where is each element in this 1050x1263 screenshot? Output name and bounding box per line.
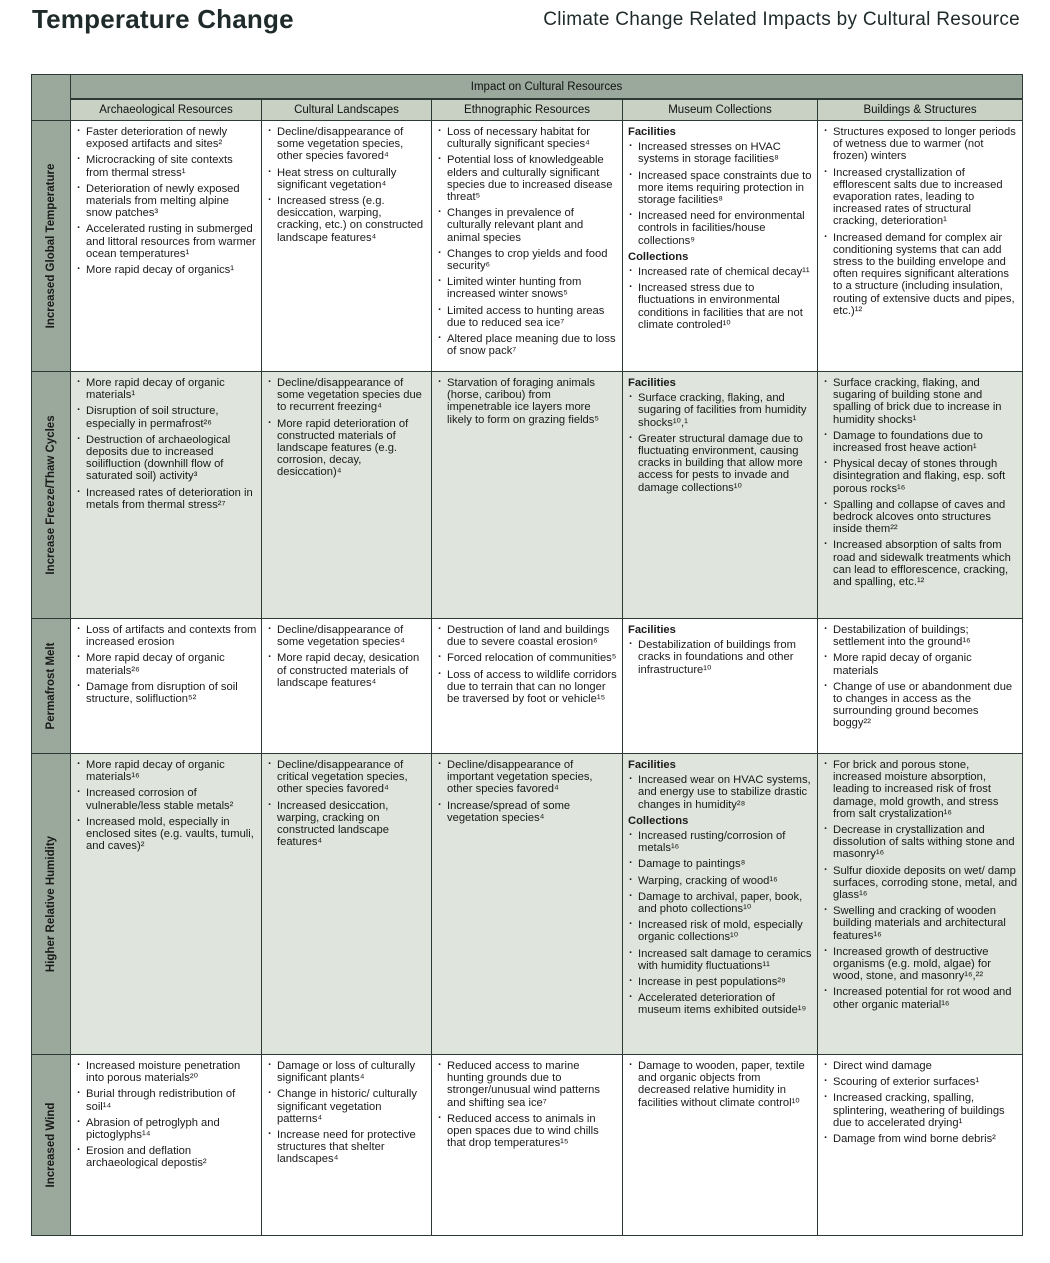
cell-archaeological bbox=[71, 372, 262, 619]
row-label: Permafrost Melt bbox=[45, 642, 57, 730]
cell-landscapes bbox=[262, 754, 432, 1055]
impact-item: · Increased rusting/corrosion of metals¹⁶ bbox=[628, 830, 813, 854]
impact-item: · Warping, cracking of wood¹⁶ bbox=[628, 875, 813, 887]
impact-list bbox=[628, 639, 813, 676]
impact-item: · Loss of artifacts and contexts from increased erosion bbox=[76, 624, 257, 648]
group-heading: Facilities bbox=[628, 126, 676, 138]
column-header-buildings: Buildings & Structures bbox=[818, 99, 1023, 121]
impact-item: · Changes to crop yields and food security⁶ bbox=[437, 248, 618, 272]
impact-item: · Increased stress (e.g. desiccation, warping, cracking, etc.) on constructed landscape features⁴ bbox=[267, 195, 427, 244]
cell-ethnographic bbox=[432, 372, 623, 619]
impact-item: · Reduced access to marine hunting grounds due to stronger/unusual wind patterns and shifting sea ice⁷ bbox=[437, 1060, 618, 1109]
cell-ethnographic bbox=[432, 121, 623, 372]
impact-item: · Increased wear on HVAC systems, and energy use to stabilize drastic changes in humidity²⁸ bbox=[628, 774, 813, 811]
impact-list bbox=[823, 1060, 1018, 1145]
impact-item: · Increased corrosion of vulnerable/less stable metals² bbox=[76, 787, 257, 811]
impact-item: · Increased rates of deterioration in metals from thermal stress²⁷ bbox=[76, 487, 257, 511]
impact-item: · Decline/disappearance of important vegetation species, other species favored⁴ bbox=[437, 759, 618, 796]
impact-item: · Forced relocation of communities⁵ bbox=[437, 652, 618, 664]
impact-item: · Increase need for protective structures that shelter landscapes⁴ bbox=[267, 1129, 427, 1166]
impact-item: · Greater structural damage due to fluctuating environment, causing cracks in building that allow more access for pests to invade and damage collections¹⁰ bbox=[628, 433, 813, 494]
group-heading: Collections bbox=[628, 250, 689, 263]
impact-item: · Faster deterioration of newly exposed artifacts and sites² bbox=[76, 126, 257, 150]
row-label-cell bbox=[32, 754, 71, 1055]
impact-list bbox=[823, 624, 1018, 730]
table-row bbox=[32, 121, 1023, 372]
impact-list bbox=[267, 377, 427, 479]
cell-museum bbox=[623, 372, 818, 619]
impact-list bbox=[267, 126, 427, 244]
impact-list bbox=[628, 266, 813, 331]
impact-item: · Deterioration of newly exposed materials from melting alpine snow patches³ bbox=[76, 183, 257, 220]
impact-list bbox=[628, 392, 813, 494]
cell-landscapes bbox=[262, 1055, 432, 1236]
impact-item: · Structures exposed to longer periods of wetness due to warmer (not frozen) winters bbox=[823, 126, 1018, 163]
cell-landscapes bbox=[262, 121, 432, 372]
impact-list bbox=[267, 759, 427, 848]
column-header-archaeological: Archaeological Resources bbox=[71, 99, 262, 121]
page-title: Temperature Change bbox=[32, 4, 294, 34]
impact-item: · Increased risk of mold, especially organic collections¹⁰ bbox=[628, 919, 813, 943]
impact-item: · Limited winter hunting from increased winter snows⁵ bbox=[437, 276, 618, 300]
impact-item: · More rapid decay of organic materials¹ bbox=[76, 377, 257, 401]
table-row bbox=[32, 1055, 1023, 1236]
impact-list bbox=[628, 141, 813, 247]
impact-table bbox=[31, 74, 1023, 1236]
impact-list bbox=[437, 1060, 618, 1149]
row-label: Increased Wind bbox=[45, 1102, 57, 1188]
impact-item: · Decrease in crystallization and dissolution of salts withing stone and masonry¹⁶ bbox=[823, 824, 1018, 861]
impact-item: · Increased crystallization of efflorescent salts due to increased evaporation rates, leading to increased rates of structural cracking, deterioration¹ bbox=[823, 167, 1018, 228]
row-label-cell bbox=[32, 1055, 71, 1236]
impact-item: · Increased space constraints due to more items requiring protection in storage facilities⁸ bbox=[628, 170, 813, 207]
impact-item: · Increased mold, especially in enclosed sites (e.g. vaults, tumuli, and caves)² bbox=[76, 816, 257, 853]
cell-ethnographic bbox=[432, 619, 623, 754]
cell-buildings bbox=[818, 372, 1023, 619]
impact-item: · Increase in pest populations²⁹ bbox=[628, 976, 813, 988]
cell-museum bbox=[623, 754, 818, 1055]
impact-item: · Limited access to hunting areas due to reduced sea ice⁷ bbox=[437, 305, 618, 329]
impact-item: · Increased potential for rot wood and other organic material¹⁶ bbox=[823, 986, 1018, 1010]
impact-item: · Increased desiccation, warping, cracking on constructed landscape features⁴ bbox=[267, 800, 427, 849]
impact-item: · Sulfur dioxide deposits on wet/ damp surfaces, corroding stone, metal, and glass¹⁶ bbox=[823, 865, 1018, 902]
impact-item: · Destruction of land and buildings due to severe coastal erosion⁶ bbox=[437, 624, 618, 648]
impact-item: · Burial through redistribution of soil¹⁴ bbox=[76, 1088, 257, 1112]
row-label-cell bbox=[32, 121, 71, 372]
impact-list bbox=[628, 1060, 813, 1109]
table-row bbox=[32, 754, 1023, 1055]
impact-item: · Abrasion of petroglyph and pictoglyphs¹⁴ bbox=[76, 1117, 257, 1141]
cell-landscapes bbox=[262, 372, 432, 619]
impact-item: · Changes in prevalence of culturally relevant plant and animal species bbox=[437, 207, 618, 244]
cell-buildings bbox=[818, 619, 1023, 754]
impact-item: · Increased stresses on HVAC systems in storage facilities⁸ bbox=[628, 141, 813, 165]
impact-item: · Increased rate of chemical decay¹¹ bbox=[628, 266, 813, 278]
group-heading: Facilities bbox=[628, 624, 676, 636]
row-label-cell bbox=[32, 619, 71, 754]
group-heading: Facilities bbox=[628, 759, 676, 771]
cell-museum bbox=[623, 121, 818, 372]
impact-list bbox=[437, 759, 618, 824]
impact-item: · Increased need for environmental controls in facilities/house collections⁹ bbox=[628, 210, 813, 247]
impact-item: · Increase/spread of some vegetation species⁴ bbox=[437, 800, 618, 824]
cell-archaeological bbox=[71, 619, 262, 754]
impact-item: · Potential loss of knowledgeable elders and culturally significant species due to increased disease threat⁵ bbox=[437, 154, 618, 203]
column-header-landscapes: Cultural Landscapes bbox=[262, 99, 432, 121]
impact-item: · Damage to paintings⁸ bbox=[628, 858, 813, 870]
impact-item: · Erosion and deflation archaeological depostis² bbox=[76, 1145, 257, 1169]
impact-list bbox=[628, 774, 813, 811]
impact-item: · Reduced access to animals in open spaces due to wind chills that drop temperatures¹⁵ bbox=[437, 1113, 618, 1150]
impact-item: · Increased cracking, spalling, splintering, weathering of buildings due to accelerated drying¹ bbox=[823, 1092, 1018, 1129]
impact-item: · Destruction of archaeological deposits due to increased soilifluction (downhill flow of saturated soil) activity³ bbox=[76, 434, 257, 483]
impact-item: · Accelerated deterioration of museum items exhibited outside¹⁹ bbox=[628, 992, 813, 1016]
impact-list bbox=[628, 830, 813, 1017]
row-label-cell bbox=[32, 372, 71, 619]
row-label: Increased Global Temperature bbox=[45, 163, 57, 329]
row-label: Increase Freeze/Thaw Cycles bbox=[45, 415, 57, 575]
impact-item: · Damage to foundations due to increased frost heave action¹ bbox=[823, 430, 1018, 454]
impact-list bbox=[437, 126, 618, 357]
impact-item: · More rapid decay, desication of constructed materials of landscape features⁴ bbox=[267, 652, 427, 689]
impact-item: · Destabilization of buildings from cracks in foundations and other infrastructure¹⁰ bbox=[628, 639, 813, 676]
cell-archaeological bbox=[71, 1055, 262, 1236]
group-heading: Collections bbox=[628, 814, 689, 827]
impact-item: · Decline/disappearance of some vegetation species due to recurrent freezing⁴ bbox=[267, 377, 427, 414]
impact-list bbox=[76, 377, 257, 511]
cell-buildings bbox=[818, 121, 1023, 372]
impact-list bbox=[76, 624, 257, 705]
cell-archaeological bbox=[71, 121, 262, 372]
impact-item: · Damage from disruption of soil structure, solifluction⁵² bbox=[76, 681, 257, 705]
impact-item: · Disruption of soil structure, especially in permafrost²⁶ bbox=[76, 405, 257, 429]
impact-list bbox=[267, 1060, 427, 1166]
impact-list bbox=[823, 377, 1018, 588]
cell-ethnographic bbox=[432, 754, 623, 1055]
cell-museum bbox=[623, 1055, 818, 1236]
impact-item: · More rapid deterioration of constructed materials of landscape features (e.g. corrosion, decay, desiccation)⁴ bbox=[267, 418, 427, 479]
impact-item: · Scouring of exterior surfaces¹ bbox=[823, 1076, 1018, 1088]
impact-item: · Physical decay of stones through disintegration and flaking, esp. soft porous rocks¹⁶ bbox=[823, 458, 1018, 495]
impact-item: · Destabilization of buildings; settlement into the ground¹⁶ bbox=[823, 624, 1018, 648]
column-header-ethnographic: Ethnographic Resources bbox=[432, 99, 623, 121]
impact-item: · For brick and porous stone, increased moisture absorption, leading to increased risk of frost damage, mold growth, and stress from salt crystalization¹⁶ bbox=[823, 759, 1018, 820]
table-row bbox=[32, 619, 1023, 754]
impact-item: · Damage from wind borne debris² bbox=[823, 1133, 1018, 1145]
impact-list bbox=[437, 377, 618, 426]
impact-item: · Decline/disappearance of critical vegetation species, other species favored⁴ bbox=[267, 759, 427, 796]
impact-list bbox=[823, 126, 1018, 317]
impact-item: · More rapid decay of organic materials¹⁶ bbox=[76, 759, 257, 783]
impact-item: · Damage or loss of culturally significant plants⁴ bbox=[267, 1060, 427, 1084]
impact-list bbox=[267, 624, 427, 689]
impact-item: · Direct wind damage bbox=[823, 1060, 1018, 1072]
impact-item: · Increased growth of destructive organisms (e.g. mold, algae) for wood, stone, and masonry¹⁶,²² bbox=[823, 946, 1018, 983]
impact-item: · Accelerated rusting in submerged and littoral resources from warmer ocean temperatures¹ bbox=[76, 223, 257, 260]
impact-item: · Spalling and collapse of caves and bedrock alcoves onto structures inside them²² bbox=[823, 499, 1018, 536]
row-label: Higher Relative Humidity bbox=[45, 835, 57, 973]
impact-item: · Damage to wooden, paper, textile and organic objects from decreased relative humidity in facilities without climate control¹⁰ bbox=[628, 1060, 813, 1109]
impact-item: · Starvation of foraging animals (horse, caribou) from impenetrable ice layers more likely to form on grazing fields⁵ bbox=[437, 377, 618, 426]
impact-item: · Increased salt damage to ceramics with humidity fluctuations¹¹ bbox=[628, 948, 813, 972]
impact-item: · Decline/disappearance of some vegetation species, other species favored⁴ bbox=[267, 126, 427, 163]
impact-item: · More rapid decay of organic materials²⁶ bbox=[76, 652, 257, 676]
table-corner bbox=[32, 75, 71, 121]
super-header: Impact on Cultural Resources bbox=[71, 75, 1023, 99]
group-heading: Facilities bbox=[628, 377, 676, 389]
impact-item: · Increased stress due to fluctuations in environmental conditions in facilities that are not climate controled¹⁰ bbox=[628, 282, 813, 331]
impact-item: · More rapid decay of organics¹ bbox=[76, 264, 257, 276]
impact-list bbox=[76, 759, 257, 852]
table-row bbox=[32, 372, 1023, 619]
table-body bbox=[32, 121, 1023, 1236]
impact-item: · Swelling and cracking of wooden building materials and architectural features¹⁶ bbox=[823, 905, 1018, 942]
impact-item: · Loss of necessary habitat for culturally significant species⁴ bbox=[437, 126, 618, 150]
impact-list bbox=[823, 759, 1018, 1011]
column-header-museum: Museum Collections bbox=[623, 99, 818, 121]
impact-item: · Damage to archival, paper, book, and photo collections¹⁰ bbox=[628, 891, 813, 915]
impact-item: · Loss of access to wildlife corridors due to terrain that can no longer be traversed by foot or vehicle¹⁵ bbox=[437, 669, 618, 706]
impact-item: · More rapid decay of organic materials bbox=[823, 652, 1018, 676]
impact-item: · Heat stress on culturally significant vegetation⁴ bbox=[267, 167, 427, 191]
cell-buildings bbox=[818, 754, 1023, 1055]
impact-item: · Change in historic/ culturally significant vegetation patterns⁴ bbox=[267, 1088, 427, 1125]
cell-landscapes bbox=[262, 619, 432, 754]
impact-item: · Increased absorption of salts from road and sidewalk treatments which can lead to efflorescence, cracking, and spalling, etc.¹² bbox=[823, 539, 1018, 588]
impact-list bbox=[76, 126, 257, 276]
impact-item: · Increased demand for complex air conditioning systems that can add stress to the building envelope and often requires significant alterations to a structure (including insulation, routing of extensive ducts and pipes, etc.)¹² bbox=[823, 232, 1018, 317]
impact-item: · Surface cracking, flaking, and sugaring of facilities from humidity shocks¹⁰,¹ bbox=[628, 392, 813, 429]
cell-archaeological bbox=[71, 754, 262, 1055]
impact-item: · Altered place meaning due to loss of snow pack⁷ bbox=[437, 333, 618, 357]
impact-item: · Decline/disappearance of some vegetation species⁴ bbox=[267, 624, 427, 648]
impact-item: · Increased moisture penetration into porous materials²⁰ bbox=[76, 1060, 257, 1084]
cell-buildings bbox=[818, 1055, 1023, 1236]
impact-item: · Microcracking of site contexts from thermal stress¹ bbox=[76, 154, 257, 178]
impact-list bbox=[437, 624, 618, 705]
impact-item: · Change of use or abandonment due to changes in access as the surrounding ground becomes boggy²² bbox=[823, 681, 1018, 730]
cell-ethnographic bbox=[432, 1055, 623, 1236]
impact-item: · Surface cracking, flaking, and sugaring of building stone and spalling of brick due to increase in humidity shocks¹ bbox=[823, 377, 1018, 426]
cell-museum bbox=[623, 619, 818, 754]
page-subtitle: Climate Change Related Impacts by Cultural Resource bbox=[543, 9, 1020, 30]
impact-list bbox=[76, 1060, 257, 1170]
